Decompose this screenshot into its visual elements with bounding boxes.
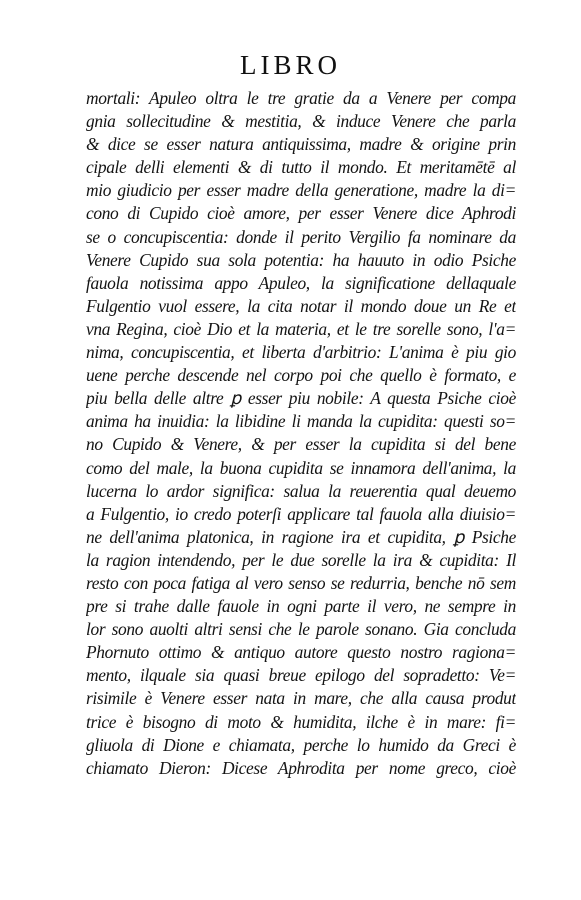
text-line: pre si trahe dalle fauole in ogni parte il vero, ne sempre in xyxy=(86,596,516,617)
text-line: nima, concupiscentia, et liberta d'arbitrio: L'anima è piu gio xyxy=(86,342,516,363)
running-head: LIBRO xyxy=(240,50,341,80)
text-line: lor sono auolti altri sensi che le parole sonano. Gia concluda xyxy=(86,619,516,640)
text-line: cono di Cupido cioè amore, per esser Venere dice Aphrodi xyxy=(86,203,516,224)
text-line: cipale delli elementi & di tutto il mondo. Et meritamētē al xyxy=(86,157,516,178)
text-line: Venere Cupido sua sola potentia: ha hauuto in odio Psiche xyxy=(86,249,516,270)
text-block xyxy=(86,87,516,780)
text-line: Fulgentio vuol essere, la cita notar il mondo doue un Re et xyxy=(86,295,516,316)
text-line: piu bella delle altre ꝑ esser piu nobile: A questa Psiche cioè xyxy=(86,388,516,409)
text-line: se o concupiscentia: donde il perito Vergilio fa nominare da xyxy=(86,226,516,247)
text-line: mio giudicio per esser madre della generatione, madre la di= xyxy=(86,180,516,201)
text-line: uene perche descende nel corpo poi che quello è formato, e xyxy=(86,365,516,386)
text-line: & dice se esser natura antiquissima, madre & origine prin xyxy=(86,134,516,155)
text-line: lucerna lo ardor significa: salua la reuerentia qual deuemo xyxy=(86,480,516,501)
text-line: a Fulgentio, io credo poterſi applicare tal fauola alla diuisio= xyxy=(86,503,516,524)
text-line: Phornuto ottimo & antiquo autore questo nostro ragiona= xyxy=(86,642,516,663)
text-line: la ragion intendendo, per le due sorelle la ira & cupidita: Il xyxy=(86,549,516,570)
text-line: gliuola di Dione e chiamata, perche lo humido da Greci è xyxy=(86,734,516,755)
text-line: chiamato Dieron: Dicese Aphrodita per nome greco, cioè xyxy=(86,757,516,778)
text-line: no Cupido & Venere, & per esser la cupidita si del bene xyxy=(86,434,516,455)
text-line: risimile è Venere esser nata in mare, che alla causa produt xyxy=(86,688,516,709)
text-line: mento, ilquale sia quasi breue epilogo del sopradetto: Ve= xyxy=(86,665,516,686)
text-line: mortali: Apuleo oltra le tre gratie da a Venere per compa xyxy=(86,88,516,108)
text-line: anima ha inuidia: la libidine li manda la cupidita: questi so= xyxy=(86,411,516,432)
text-line: como del male, la buona cupidita se innamora dell'anima, la xyxy=(86,457,516,478)
text-line: gnia sollecitudine & mestitia, & induce Venere che parla xyxy=(86,111,516,132)
text-line: trice è bisogno di moto & humidita, ilche è in mare: fi= xyxy=(86,711,516,732)
text-line: resto con poca fatiga al vero senso se redurria, benche nō sem xyxy=(86,572,516,593)
text-line: fauola notissima appo Apuleo, la significatione dellaquale xyxy=(86,272,516,293)
text-line: vna Regina, cioè Dio et la materia, et le tre sorelle sono, l'a= xyxy=(86,318,516,339)
text-line: ne dell'anima platonica, in ragione ira et cupidita, ꝑ Psiche xyxy=(86,526,516,547)
